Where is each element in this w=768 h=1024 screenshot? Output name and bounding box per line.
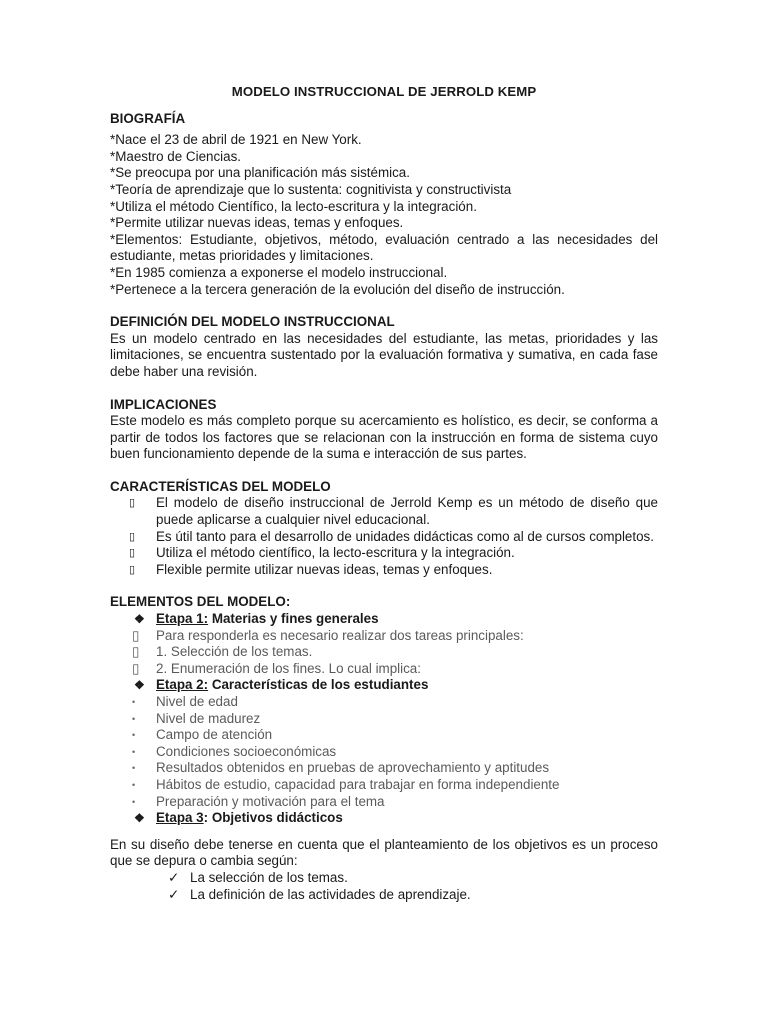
diamond-bullet-icon: ❖ (134, 612, 145, 627)
list-item-text: Es útil tanto para el desarrollo de unidades didácticas como al de cursos completos. (156, 528, 654, 544)
biografia-line: *Elementos: Estudiante, objetivos, método, evaluación centrado a las necesidades del estudiante, metas prioridades y limitaciones. (110, 231, 658, 264)
list-item-text: Utiliza el método científico, la lecto-escritura y la integración. (156, 545, 515, 561)
stage-item (110, 611, 658, 628)
stage-item (110, 810, 658, 827)
section-heading-definicion: DEFINICIÓN DEL MODELO INSTRUCCIONAL (110, 314, 395, 330)
list-item-text: Hábitos de estudio, capacidad para trabajar en forma independiente (156, 776, 560, 792)
list-item (110, 495, 658, 528)
list-item (110, 777, 658, 794)
list-item (110, 661, 658, 678)
list-item-text: El modelo de diseño instruccional de Jerrold Kemp es un método de diseño que puede aplicarse a cualquier nivel educacional. (156, 495, 658, 528)
implicaciones-paragraph: Este modelo es más completo porque su acercamiento es holístico, es decir, se conforma a partir de todos los factores que se relacionan con la instrucción en forma de sistema cuyo buen funcionamiento depende de la suma e interacción de sus partes. (110, 413, 658, 462)
biografia-line: *Permite utilizar nuevas ideas, temas y enfoques. (110, 215, 404, 231)
list-item (110, 744, 658, 761)
stage-title: Características de los estudiantes (208, 677, 429, 693)
list-item-text: Flexible permite utilizar nuevas ideas, temas y enfoques. (156, 561, 493, 577)
section-heading-implicaciones: IMPLICACIONES (110, 396, 217, 412)
dot-bullet-icon: • (132, 796, 136, 807)
dot-bullet-icon: • (132, 779, 136, 790)
checklist-item-text: La selección de los temas. (190, 869, 348, 885)
dot-bullet-icon: • (132, 763, 136, 774)
biografia-line: *Pertenece a la tercera generación de la evolución del diseño de instrucción. (110, 281, 565, 297)
dot-bullet-icon: • (132, 713, 136, 724)
biografia-line: *Nace el 23 de abril de 1921 en New York. (110, 132, 362, 148)
list-item (110, 529, 658, 546)
definicion-paragraph: Es un modelo centrado en las necesidades del estudiante, las metas, prioridades y las limitaciones, se encuentra sustentado por la evaluación formativa y sumativa, en cada fase debe haber una revisión. (110, 330, 658, 379)
list-item-text: 2. Enumeración de los fines. Lo cual implica: (156, 660, 421, 676)
closing-paragraph: En su diseño debe tenerse en cuenta que el planteamiento de los objetivos es un proceso que se depura o cambia según: (110, 836, 658, 869)
section-heading-caracteristicas: CARACTERÍSTICAS DEL MODELO (110, 478, 331, 494)
list-item (110, 711, 658, 728)
list-item (110, 644, 658, 661)
list-item (110, 727, 658, 744)
checklist-item (110, 887, 658, 904)
list-item (110, 562, 658, 579)
diamond-bullet-icon: ❖ (134, 811, 145, 826)
checklist-item-text: La definición de las actividades de aprendizaje. (190, 886, 471, 902)
box-bullet-icon: ▯ (129, 497, 136, 510)
section-heading-elementos: ELEMENTOS DEL MODELO: (110, 594, 291, 610)
list-item (110, 794, 658, 811)
biografia-list (110, 132, 658, 298)
document-title: MODELO INSTRUCCIONAL DE JERROLD KEMP (231, 84, 537, 99)
section-heading-biografia: BIOGRAFÍA (110, 110, 186, 126)
list-item-text: Campo de atención (156, 727, 273, 743)
biografia-line: *Se preocupa por una planificación más sistémica. (110, 165, 410, 181)
dot-bullet-icon: • (132, 730, 136, 741)
stage-item (110, 677, 658, 694)
check-icon: ✓ (168, 886, 180, 902)
document-page (110, 84, 658, 903)
box-bullet-icon: ▯ (132, 644, 140, 660)
list-item (110, 760, 658, 777)
dot-bullet-icon: • (132, 746, 136, 757)
dot-bullet-icon: • (132, 697, 136, 707)
checklist-item (110, 870, 658, 887)
list-item (110, 545, 658, 562)
list-item-text: Para responderla es necesario realizar dos tareas principales: (156, 627, 524, 643)
biografia-line: *Maestro de Ciencias. (110, 148, 241, 164)
checklist (110, 870, 658, 903)
biografia-line: *En 1985 comienza a exponerse el modelo instruccional. (110, 264, 448, 280)
biografia-line: *Teoría de aprendizaje que lo sustenta: cognitivista y constructivista (110, 181, 512, 197)
list-item-text: Nivel de madurez (156, 710, 261, 726)
list-item (110, 694, 658, 711)
stage-title: Materias y fines generales (208, 611, 379, 627)
check-icon: ✓ (168, 869, 180, 885)
caracteristicas-list (110, 495, 658, 578)
list-item-text: Preparación y motivación para el tema (156, 793, 385, 809)
list-item-text: Resultados obtenidos en pruebas de aprovechamiento y aptitudes (156, 760, 550, 776)
stage-label: Etapa 2: (156, 677, 209, 693)
stage-label: Etapa 3 (156, 810, 204, 826)
box-bullet-icon: ▯ (129, 547, 136, 560)
stage-title: : Objetivos didácticos (203, 810, 343, 826)
stage-label: Etapa 1: (156, 611, 209, 627)
diamond-bullet-icon: ❖ (134, 678, 145, 693)
box-bullet-icon: ▯ (129, 530, 136, 543)
box-bullet-icon: ▯ (129, 563, 136, 576)
biografia-line: *Utiliza el método Científico, la lecto-escritura y la integración. (110, 198, 477, 214)
list-item (110, 628, 658, 645)
box-bullet-icon: ▯ (132, 660, 140, 676)
box-bullet-icon: ▯ (132, 627, 140, 643)
elementos-list (110, 611, 658, 827)
list-item-text: 1. Selección de los temas. (156, 644, 313, 660)
list-item-text: Condiciones socioeconómicas (156, 743, 337, 759)
list-item-text: Nivel de edad (156, 694, 238, 709)
